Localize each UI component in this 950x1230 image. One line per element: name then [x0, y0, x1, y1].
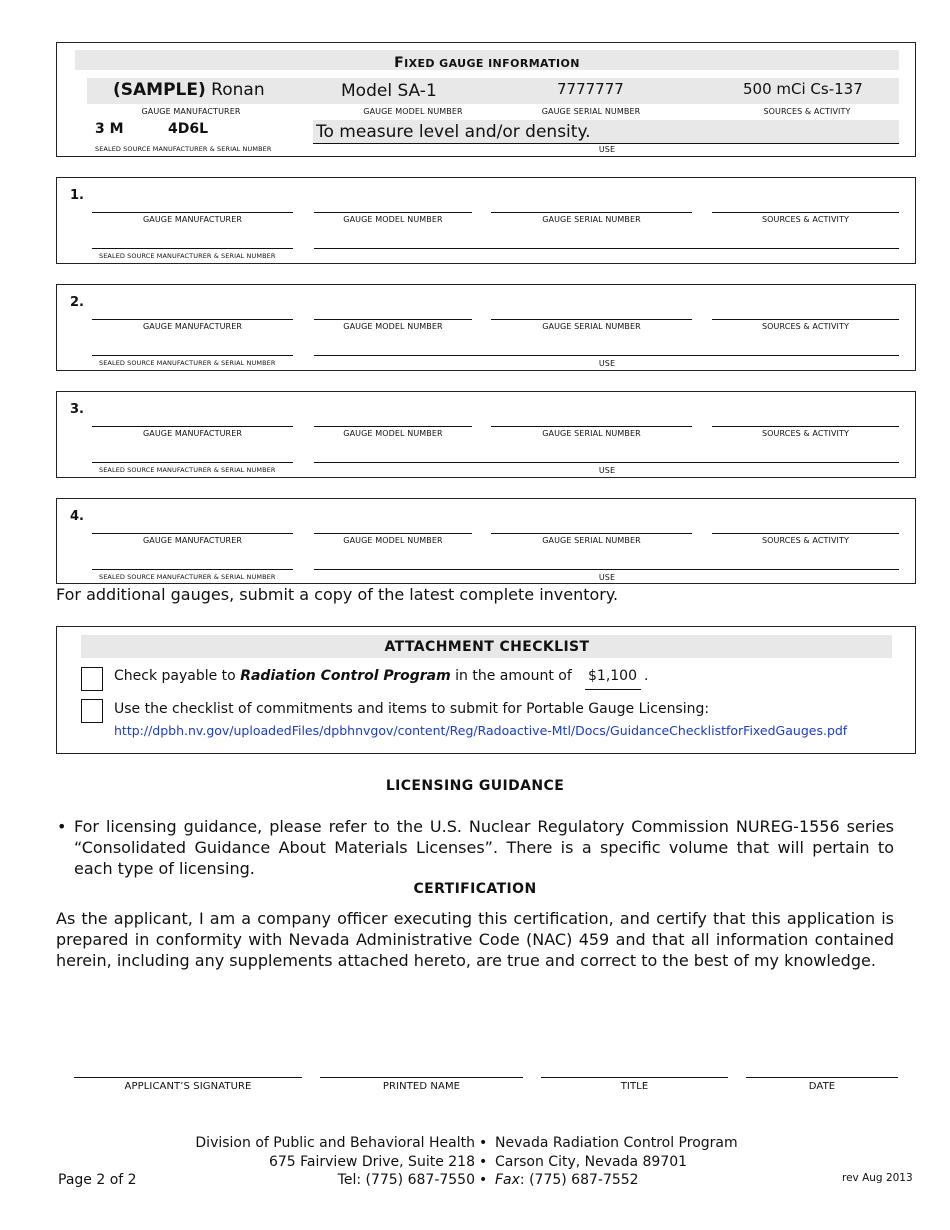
model-field[interactable] — [314, 533, 472, 534]
bullet: • — [57, 817, 67, 836]
title-field[interactable] — [541, 1077, 728, 1078]
sample-sources: 500 mCi Cs-137 — [743, 80, 863, 98]
entry-number: 3. — [70, 402, 84, 417]
sources-field[interactable] — [712, 319, 899, 320]
certification-title: CERTIFICATION — [413, 881, 537, 897]
label-gauge-serial: GAUGE SERIAL NUMBER — [542, 429, 641, 438]
sample-source-mfr: 3 M — [95, 121, 124, 137]
label-use: USE — [598, 573, 616, 582]
sources-field[interactable] — [712, 533, 899, 534]
guidance-checklist-text: Use the checklist of commitments and items to submit for Portable Gauge Licensing: — [114, 701, 710, 717]
label-sources-activity: SOURCES & ACTIVITY — [761, 215, 849, 224]
entry-number: 4. — [70, 509, 84, 524]
label-use: USE — [598, 359, 616, 368]
label-gauge-manufacturer: GAUGE MANUFACTURER — [142, 322, 243, 331]
check-amount: $1,100 — [588, 668, 637, 684]
date-field[interactable] — [746, 1077, 898, 1078]
model-field[interactable] — [314, 426, 472, 427]
amount-underline — [585, 689, 641, 690]
check-payable-text: Check payable to Radiation Control Program in the amount of — [114, 668, 572, 684]
label-use: USE — [598, 466, 616, 475]
label-gauge-serial: GAUGE SERIAL NUMBER — [541, 107, 641, 116]
guidance-checklist-checkbox[interactable] — [81, 699, 103, 723]
label-sources-activity: SOURCES & ACTIVITY — [761, 322, 849, 331]
printed-name-field[interactable] — [320, 1077, 523, 1078]
gauge-entry-1 — [56, 177, 916, 264]
label-gauge-serial: GAUGE SERIAL NUMBER — [542, 215, 641, 224]
sealed-source-field[interactable] — [92, 355, 293, 356]
check-amount-period: . — [644, 668, 649, 684]
fixed-gauge-title: FIXED GAUGE INFORMATION — [394, 55, 580, 71]
gauge-entry-4 — [56, 498, 916, 584]
sample-source-serial: 4D6L — [168, 121, 209, 137]
page-number: Page 2 of 2 — [58, 1172, 137, 1188]
guidance-checklist-link[interactable]: http://dpbh.nv.gov/uploadedFiles/dpbhnvgov/content/Reg/Radoactive-Mtl/Docs/GuidanceChecklistforFixedGauges.pdf — [114, 723, 848, 738]
label-sealed-source: SEALED SOURCE MANUFACTURER & SERIAL NUMBER — [99, 466, 276, 474]
attachment-checklist-box — [56, 626, 916, 754]
label-gauge-manufacturer: GAUGE MANUFACTURER — [142, 536, 243, 545]
label-gauge-model: GAUGE MODEL NUMBER — [343, 429, 443, 438]
label-gauge-serial: GAUGE SERIAL NUMBER — [542, 536, 641, 545]
sample-model: Model SA-1 — [341, 81, 437, 101]
manufacturer-field[interactable] — [92, 319, 293, 320]
check-payable-checkbox[interactable] — [81, 667, 103, 691]
use-field[interactable] — [314, 462, 899, 463]
licensing-guidance-text: For licensing guidance, please refer to the U.S. Nuclear Regulatory Commission NUREG-1556 series “Consolidated Guidance About Materials Licenses”. There is a specific volume that will pertain to each type of licensing. — [74, 817, 894, 878]
use-field[interactable] — [314, 355, 899, 356]
label-sealed-source: SEALED SOURCE MANUFACTURER & SERIAL NUMBER — [99, 573, 276, 581]
sealed-source-field[interactable] — [92, 248, 293, 249]
label-sources-activity: SOURCES & ACTIVITY — [763, 107, 851, 116]
sources-field[interactable] — [712, 212, 899, 213]
sample-use-line — [313, 143, 899, 144]
label-gauge-manufacturer: GAUGE MANUFACTURER — [142, 215, 243, 224]
label-title: TITLE — [620, 1081, 649, 1092]
label-date: DATE — [808, 1081, 836, 1092]
label-sources-activity: SOURCES & ACTIVITY — [761, 536, 849, 545]
fixed-gauge-sample-box — [56, 42, 916, 157]
certification-text: As the applicant, I am a company officer executing this certification, and certify that this application is prepared in conformity with Nevada Administrative Code (NAC) 459 and that all information contained herein, including any supplements attached hereto, are true and correct to the best of my knowledge. — [56, 909, 894, 970]
label-gauge-manufacturer: GAUGE MANUFACTURER — [142, 429, 243, 438]
entry-number: 2. — [70, 295, 84, 310]
sealed-source-field[interactable] — [92, 569, 293, 570]
sample-use: To measure level and/or density. — [316, 122, 591, 142]
model-field[interactable] — [314, 319, 472, 320]
entry-number: 1. — [70, 188, 84, 203]
checklist-title: ATTACHMENT CHECKLIST — [384, 639, 590, 655]
label-gauge-model: GAUGE MODEL NUMBER — [363, 107, 463, 116]
label-applicant-signature: APPLICANT’S SIGNATURE — [124, 1081, 252, 1092]
label-gauge-model: GAUGE MODEL NUMBER — [343, 322, 443, 331]
label-sources-activity: SOURCES & ACTIVITY — [761, 429, 849, 438]
applicant-signature-field[interactable] — [74, 1077, 302, 1078]
label-gauge-model: GAUGE MODEL NUMBER — [343, 536, 443, 545]
label-sealed-source: SEALED SOURCE MANUFACTURER & SERIAL NUMBER — [99, 359, 276, 367]
label-sealed-source: SEALED SOURCE MANUFACTURER & SERIAL NUMBER — [99, 252, 276, 260]
gauge-entry-2 — [56, 284, 916, 371]
sealed-source-field[interactable] — [92, 462, 293, 463]
serial-field[interactable] — [491, 319, 692, 320]
sample-serial: 7777777 — [557, 80, 624, 98]
label-printed-name: PRINTED NAME — [382, 1081, 461, 1092]
label-gauge-model: GAUGE MODEL NUMBER — [343, 215, 443, 224]
label-sealed-source: SEALED SOURCE MANUFACTURER & SERIAL NUMBER — [95, 145, 272, 153]
manufacturer-field[interactable] — [92, 426, 293, 427]
use-field[interactable] — [314, 248, 899, 249]
label-gauge-manufacturer: GAUGE MANUFACTURER — [141, 107, 241, 116]
label-use: USE — [598, 145, 616, 154]
licensing-guidance-title: LICENSING GUIDANCE — [385, 778, 565, 794]
use-field[interactable] — [314, 569, 899, 570]
label-gauge-serial: GAUGE SERIAL NUMBER — [542, 322, 641, 331]
model-field[interactable] — [314, 212, 472, 213]
serial-field[interactable] — [491, 533, 692, 534]
serial-field[interactable] — [491, 426, 692, 427]
manufacturer-field[interactable] — [92, 212, 293, 213]
gauge-entry-3 — [56, 391, 916, 478]
revision-date: rev Aug 2013 — [842, 1172, 913, 1184]
manufacturer-field[interactable] — [92, 533, 293, 534]
additional-gauges-note: For additional gauges, submit a copy of the latest complete inventory. — [56, 585, 619, 604]
sources-field[interactable] — [712, 426, 899, 427]
serial-field[interactable] — [491, 212, 692, 213]
sample-manufacturer: (SAMPLE) Ronan — [113, 80, 265, 100]
